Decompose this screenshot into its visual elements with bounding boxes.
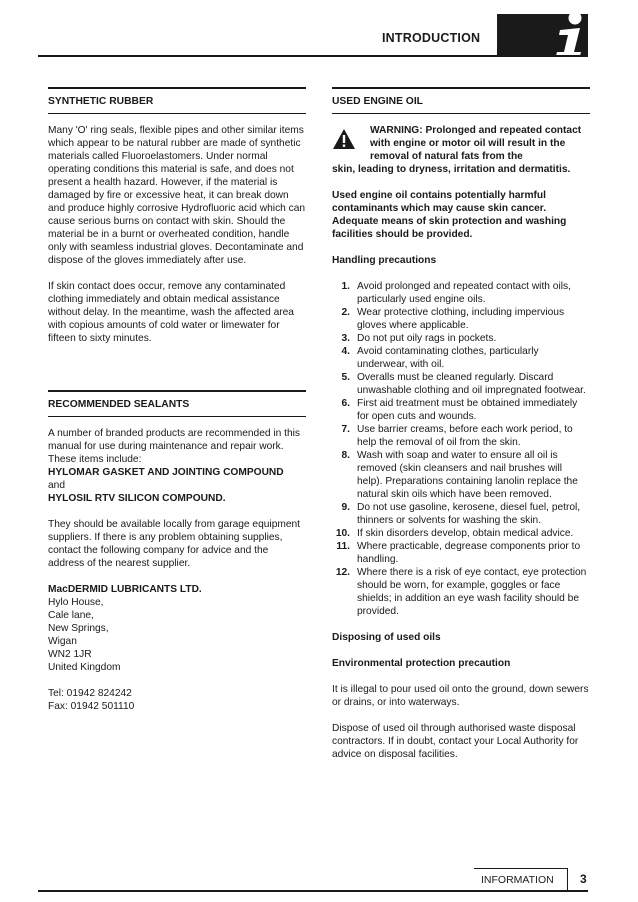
list-item-text: If skin disorders develop, obtain medical advice. xyxy=(357,528,574,539)
list-item xyxy=(332,449,590,501)
disposal-paragraph: Dispose of used oil through authorised waste disposal contractors. If in doubt, contact your Local Authority for advice on disposal facilities. xyxy=(332,723,579,760)
page-number: 3 xyxy=(580,872,587,886)
list-item xyxy=(332,345,590,371)
list-item-text: First aid treatment must be obtained immediately for open cuts and wounds. xyxy=(357,398,578,422)
product-hylomar: HYLOMAR GASKET AND JOINTING COMPOUND xyxy=(48,467,284,478)
section-rule xyxy=(48,390,306,392)
address-line: United Kingdom xyxy=(48,662,121,673)
list-item-number: 11. xyxy=(336,541,350,552)
list-item-number: 8. xyxy=(341,450,350,461)
list-item xyxy=(332,501,590,527)
list-item-number: 1. xyxy=(341,281,350,292)
warning-block xyxy=(332,124,590,163)
section-rule xyxy=(48,87,306,89)
list-item-number: 7. xyxy=(341,424,350,435)
synthetic-rubber-paragraph: Many 'O' ring seals, flexible pipes and other similar items which appear to be natural rubber are made of synthetic materials called Fluoroelastomers. Under normal operating conditions this material is safe, and does not present a health hazard. However, if the material is damaged by fire or excessive heat, it can break down and produce highly corrosive Hydrofluoric acid which can cause serious burns on contact with skin. Should the material be in a burnt or overheated condition, handle only with seamless industrial gloves. Decontaminate and dispose of the gloves immediately after use. xyxy=(48,125,306,266)
address-line: Hylo House, xyxy=(48,597,104,608)
environmental-paragraph: It is illegal to pour used oil onto the ground, down sewers or drains, or into waterways. xyxy=(332,684,589,708)
list-item xyxy=(332,527,590,540)
warning-text-continued: skin, leading to dryness, irritation and dermatitis. xyxy=(332,164,571,175)
sealants-availability: They should be available locally from garage equipment suppliers. If there is any problem obtaining supplies, contact the following company for advice and the address of the nearest supplier. xyxy=(48,519,301,569)
and-text: and xyxy=(48,480,65,491)
list-item-text: Overalls must be cleaned regularly. Discard unwashable clothing and oil impregnated footwear. xyxy=(357,372,586,396)
list-item-number: 3. xyxy=(341,333,350,344)
skin-cancer-notice: Used engine oil contains potentially harmful contaminants which may cause skin cancer. Adequate means of skin protection and washing facilities should be provided. xyxy=(332,190,567,240)
disposing-heading: Disposing of used oils xyxy=(332,632,441,643)
footer-rule xyxy=(38,890,588,892)
handling-precautions-heading: Handling precautions xyxy=(332,255,437,266)
environmental-heading: Environmental protection precaution xyxy=(332,658,511,669)
address-line: Wigan xyxy=(48,636,77,647)
list-item-text: Wash with soap and water to ensure all oil is removed (skin cleansers and nail brushes will help). Preparations containing lanolin replace the natural skin oils which have been removed. xyxy=(357,450,578,500)
list-item xyxy=(332,566,590,618)
section-rule xyxy=(332,87,590,89)
handling-precautions-list xyxy=(332,280,590,618)
sealants-include-label: These items include: xyxy=(48,454,142,465)
warning-text: WARNING: Prolonged and repeated contact with engine or motor oil will result in the removal of natural fats from the xyxy=(370,125,582,162)
list-item-number: 6. xyxy=(341,398,350,409)
list-item-number: 5. xyxy=(341,372,350,383)
list-item-text: Do not use gasoline, kerosene, diesel fuel, petrol, thinners or solvents for washing the skin. xyxy=(357,502,581,526)
list-item-number: 4. xyxy=(341,346,350,357)
list-item-text: Do not put oily rags in pockets. xyxy=(357,333,497,344)
address-line: New Springs, xyxy=(48,623,109,634)
list-item-text: Avoid prolonged and repeated contact with oils, particularly used engine oils. xyxy=(357,281,571,305)
list-item-text: Wear protective clothing, including impervious gloves where applicable. xyxy=(357,307,565,331)
left-column xyxy=(48,87,306,713)
fax-number: Fax: 01942 501110 xyxy=(48,701,135,712)
footer-label: INFORMATION xyxy=(481,874,554,886)
page-title: INTRODUCTION xyxy=(382,31,481,45)
information-i-icon xyxy=(550,8,590,60)
list-item-text: Where practicable, degrease components prior to handling. xyxy=(357,541,581,565)
header-rule xyxy=(38,55,588,57)
address-line: Cale lane, xyxy=(48,610,94,621)
list-item xyxy=(332,306,590,332)
list-item xyxy=(332,397,590,423)
list-item-number: 9. xyxy=(341,502,350,513)
address-line: WN2 1JR xyxy=(48,649,92,660)
skin-contact-paragraph: If skin contact does occur, remove any contaminated clothing immediately and obtain medical assistance without delay. In the meantime, wash the affected area with copious amounts of cold water or limewater for fifteen to sixty minutes. xyxy=(48,281,294,344)
company-name: MacDERMID LUBRICANTS LTD. xyxy=(48,584,202,595)
list-item xyxy=(332,423,590,449)
list-item-number: 12. xyxy=(335,567,350,578)
list-item-number: 2. xyxy=(341,307,350,318)
list-item-text: Where there is a risk of eye contact, eye protection should be worn, for example, goggles or face shields; in addition an eye wash facility should be provided. xyxy=(357,567,587,617)
product-hylosil: HYLOSIL RTV SILICON COMPOUND. xyxy=(48,493,226,504)
list-item-number: 10. xyxy=(335,528,350,539)
sealants-intro: A number of branded products are recommended in this manual for use during maintenance and repair work. xyxy=(48,428,301,452)
warning-triangle-icon xyxy=(332,128,356,150)
telephone-number: Tel: 01942 824242 xyxy=(48,688,132,699)
section-heading-recommended-sealants: RECOMMENDED SEALANTS xyxy=(48,399,306,417)
section-heading-synthetic-rubber: SYNTHETIC RUBBER xyxy=(48,96,306,114)
list-item xyxy=(332,371,590,397)
section-heading-used-engine-oil: USED ENGINE OIL xyxy=(332,96,590,114)
list-item-text: Use barrier creams, before each work period, to help the removal of oil from the skin. xyxy=(357,424,573,448)
right-column xyxy=(332,87,590,774)
list-item xyxy=(332,540,590,566)
list-item xyxy=(332,332,590,345)
list-item-text: Avoid contaminating clothes, particularly underwear, with oil. xyxy=(357,346,539,370)
list-item xyxy=(332,280,590,306)
